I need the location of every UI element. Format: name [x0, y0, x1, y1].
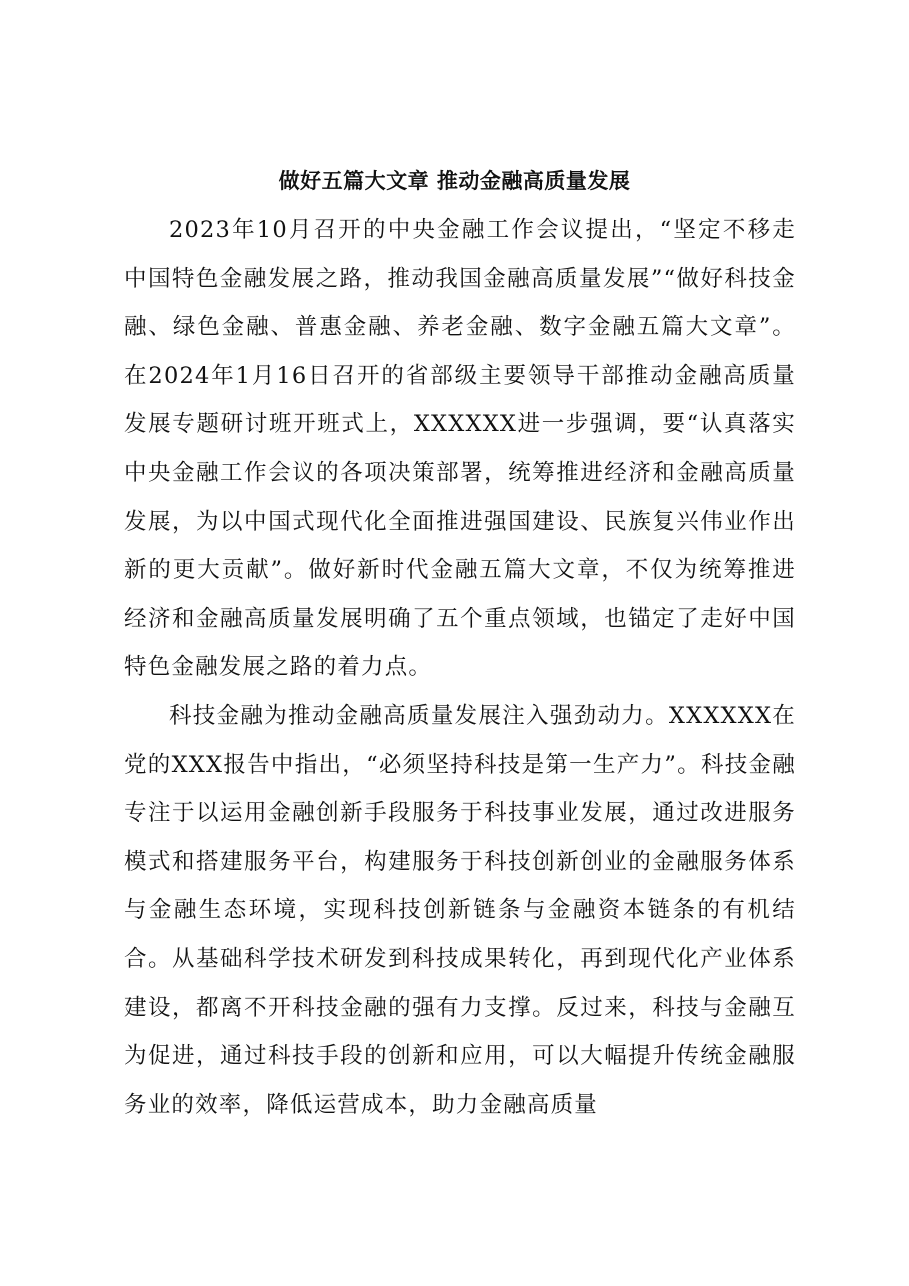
document-title: 做好五篇大文章 推动金融高质量发展 — [278, 168, 631, 193]
paragraph-2: 科技金融为推动金融高质量发展注入强劲动力。XXXXXX在党的XXX报告中指出，“必须坚持科技是第一生产力”。科技金融专注于以运用金融创新手段服务于科技事业发展，通过改进服务模式和搭建服务平台，构建服务于科技创新创业的金融服务体系与金融生态环境，实现科技创新链条与金融资本链条的有机结合。从基础科学技术研发到科技成果转化，再到现代化产业体系建设，都离不开科技金融的强有力支撑。反过来，科技与金融互为促进，通过科技手段的创新和应用，可以大幅提升传统金融服务业的效率，降低运营成本，助力金融高质量 — [124, 702, 796, 1118]
document-body — [124, 206, 796, 1129]
paragraph-1: 2023年10月召开的中央金融工作会议提出，“坚定不移走中国特色金融发展之路，推动我国金融高质量发展”“做好科技金融、绿色金融、普惠金融、养老金融、数字金融五篇大文章”。在2024年1月16日召开的省部级主要领导干部推动金融高质量发展专题研讨班开班式上，XXXXXX进一步强调，要“认真落实中央金融工作会议的各项决策部署，统筹推进经济和金融高质量发展，为以中国式现代化全面推进强国建设、民族复兴伟业作出新的更大贡献”。做好新时代金融五篇大文章，不仅为统筹推进经济和金融高质量发展明确了五个重点领域，也锚定了走好中国特色金融发展之路的着力点。 — [124, 217, 796, 681]
